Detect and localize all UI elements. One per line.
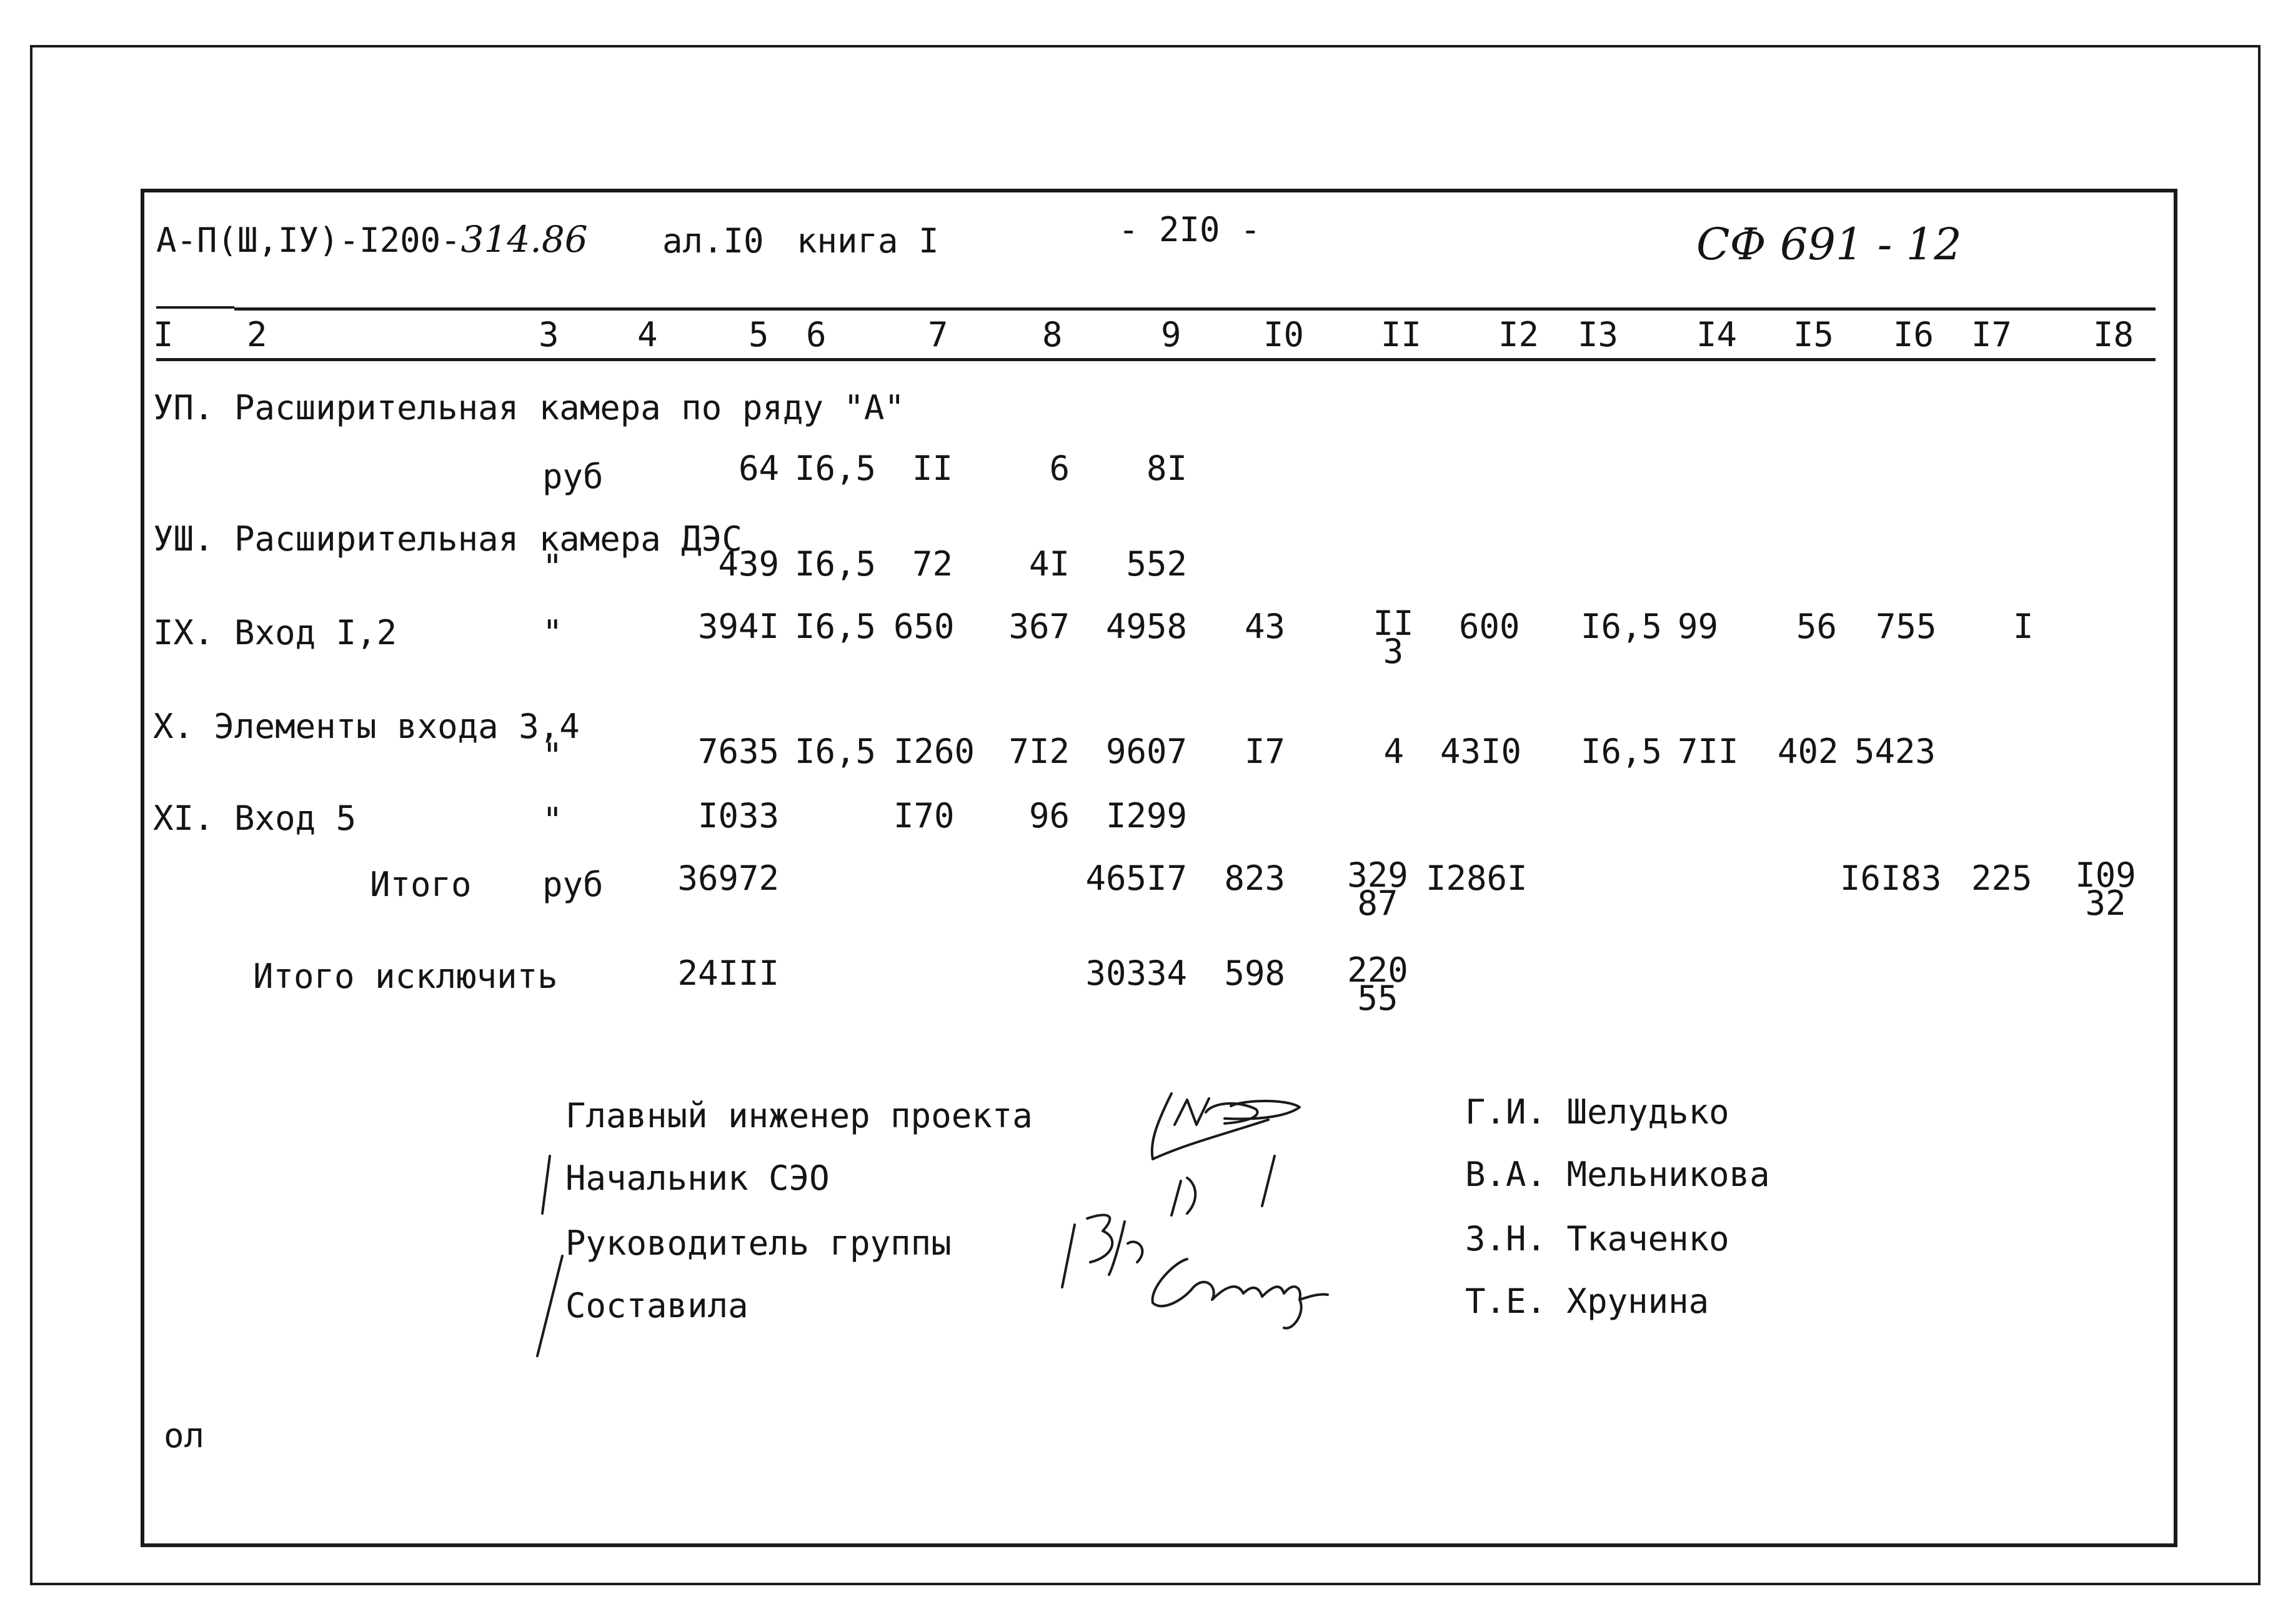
stamp-handwritten: СФ 691 - 12 [1696, 219, 1962, 270]
total-exclude-label: Итого исключить [253, 957, 558, 996]
cell-c5: I033 [697, 796, 779, 835]
cell-c10: 823 [1224, 859, 1285, 898]
cell-c5: 439 [718, 544, 779, 584]
cell-c18-top: I09 [2075, 855, 2136, 895]
cell-c8: 7I2 [1008, 732, 1070, 771]
col-header-4: 4 [637, 315, 658, 354]
signature-role: Руководитель группы [565, 1223, 952, 1263]
col-header-9: 9 [1161, 315, 1181, 354]
cell-c10: 43 [1244, 607, 1285, 646]
cell-c8: 96 [1028, 796, 1070, 835]
header-rule-short [156, 306, 234, 309]
cell-c14: 99 [1678, 607, 1719, 646]
col-header-10: I0 [1263, 315, 1305, 354]
cell-c5: 64 [738, 449, 779, 488]
cell-c11-top: 329 [1347, 855, 1408, 895]
signature-role: Составила [565, 1286, 749, 1325]
cell-c6: I6,5 [795, 449, 877, 488]
col-header-13: I3 [1578, 315, 1619, 354]
cell-c11-bottom: 87 [1357, 884, 1398, 923]
footer-mark: ол [164, 1416, 205, 1455]
row-unit: руб [542, 457, 604, 496]
col-header-2: 2 [247, 315, 267, 354]
cell-c9: 30334 [1085, 954, 1187, 993]
total-unit: руб [542, 865, 604, 904]
cell-c13: I6,5 [1581, 732, 1663, 771]
col-header-8: 8 [1042, 315, 1063, 354]
col-header-6: 6 [806, 315, 827, 354]
cell-c11-top: II [1373, 604, 1414, 643]
cell-c10: 598 [1224, 954, 1285, 993]
cell-c7: 72 [912, 544, 953, 584]
col-header-17: I7 [1971, 315, 2012, 354]
cell-c12: I286I [1426, 859, 1528, 898]
cell-c9: 8I [1146, 449, 1187, 488]
cell-c16: 755 [1876, 607, 1937, 646]
signature-role: Начальник СЭО [565, 1158, 830, 1198]
cell-c10: I7 [1244, 732, 1285, 771]
album-number: ал.I0 [662, 221, 764, 261]
signature-role: Главный инженер проекта [565, 1096, 1033, 1135]
cell-c7: 650 [893, 607, 955, 646]
cell-c7: I70 [893, 796, 955, 835]
row-name: XI. Вход 5 [153, 799, 357, 838]
handwritten-strokes [525, 1050, 1437, 1375]
cell-c9: 9607 [1105, 732, 1187, 771]
col-header-1: I [153, 315, 174, 354]
cell-c14: 7II [1678, 732, 1739, 771]
signature-name: З.Н. Ткаченко [1465, 1219, 1729, 1258]
cell-c11-bottom: 55 [1357, 979, 1398, 1018]
col-header-12: I2 [1498, 315, 1539, 354]
cell-c13: I6,5 [1581, 607, 1663, 646]
col-header-14: I4 [1696, 315, 1738, 354]
book-number: книга I [797, 221, 939, 261]
cell-c16: I6I83 [1840, 859, 1942, 898]
cell-c11-top: 220 [1347, 950, 1408, 990]
cell-c8: 4I [1028, 544, 1070, 584]
document-code-handwritten: 314.86 [460, 218, 588, 261]
signature-name: Г.И. Шелудько [1465, 1092, 1729, 1132]
row-unit: " [542, 613, 563, 652]
cell-c11: 4 [1383, 732, 1404, 771]
col-header-5: 5 [749, 315, 769, 354]
cell-c9: 465I7 [1085, 859, 1187, 898]
cell-c8: 367 [1008, 607, 1070, 646]
cell-c6: I6,5 [795, 732, 877, 771]
cell-c5: 24III [677, 954, 779, 993]
row-unit: " [542, 547, 563, 587]
cell-c9: I299 [1105, 796, 1187, 835]
cell-c17: I [2013, 607, 2034, 646]
cell-c15: 402 [1778, 732, 1839, 771]
header-rule-top [234, 307, 2156, 311]
row-name: УШ. Расширительная камера ДЭС [153, 519, 742, 559]
page-number: - 2I0 - [1118, 210, 1261, 249]
cell-c5: 7635 [697, 732, 779, 771]
cell-c9: 4958 [1105, 607, 1187, 646]
col-header-16: I6 [1893, 315, 1934, 354]
row-name: X. Элементы входа 3,4 [153, 707, 580, 746]
document-code-printed: А-П(Ш,IУ)-I200- [156, 221, 461, 260]
cell-c7: II [912, 449, 953, 488]
cell-c9: 552 [1126, 544, 1187, 584]
cell-c12: 43I0 [1440, 732, 1522, 771]
cell-c8: 6 [1049, 449, 1070, 488]
row-name: УП. Расширительная камера по ряду "А" [153, 388, 905, 427]
signature-name: В.А. Мельникова [1465, 1155, 1770, 1194]
col-header-3: 3 [539, 315, 559, 354]
cell-c5: 36972 [677, 859, 779, 898]
cell-c6: I6,5 [795, 607, 877, 646]
row-unit: " [542, 736, 563, 775]
cell-c7: I260 [893, 732, 975, 771]
header-rule-bottom [156, 358, 2156, 361]
col-header-11: II [1381, 315, 1422, 354]
col-header-18: I8 [2093, 315, 2134, 354]
col-header-7: 7 [928, 315, 948, 354]
signature-name: Т.Е. Хрунина [1465, 1282, 1709, 1321]
cell-c12: 600 [1459, 607, 1520, 646]
cell-c11-bottom: 3 [1383, 632, 1404, 671]
total-label: Итого [370, 865, 472, 904]
row-name: IX. Вход I,2 [153, 613, 397, 652]
col-header-15: I5 [1793, 315, 1834, 354]
document-code [156, 218, 588, 261]
cell-c15: 56 [1796, 607, 1838, 646]
cell-c16: 5423 [1854, 732, 1936, 771]
cell-c18-bottom: 32 [2085, 884, 2126, 923]
row-unit: " [542, 800, 563, 840]
cell-c17: 225 [1971, 859, 2032, 898]
cell-c6: I6,5 [795, 544, 877, 584]
cell-c5: 394I [697, 607, 779, 646]
